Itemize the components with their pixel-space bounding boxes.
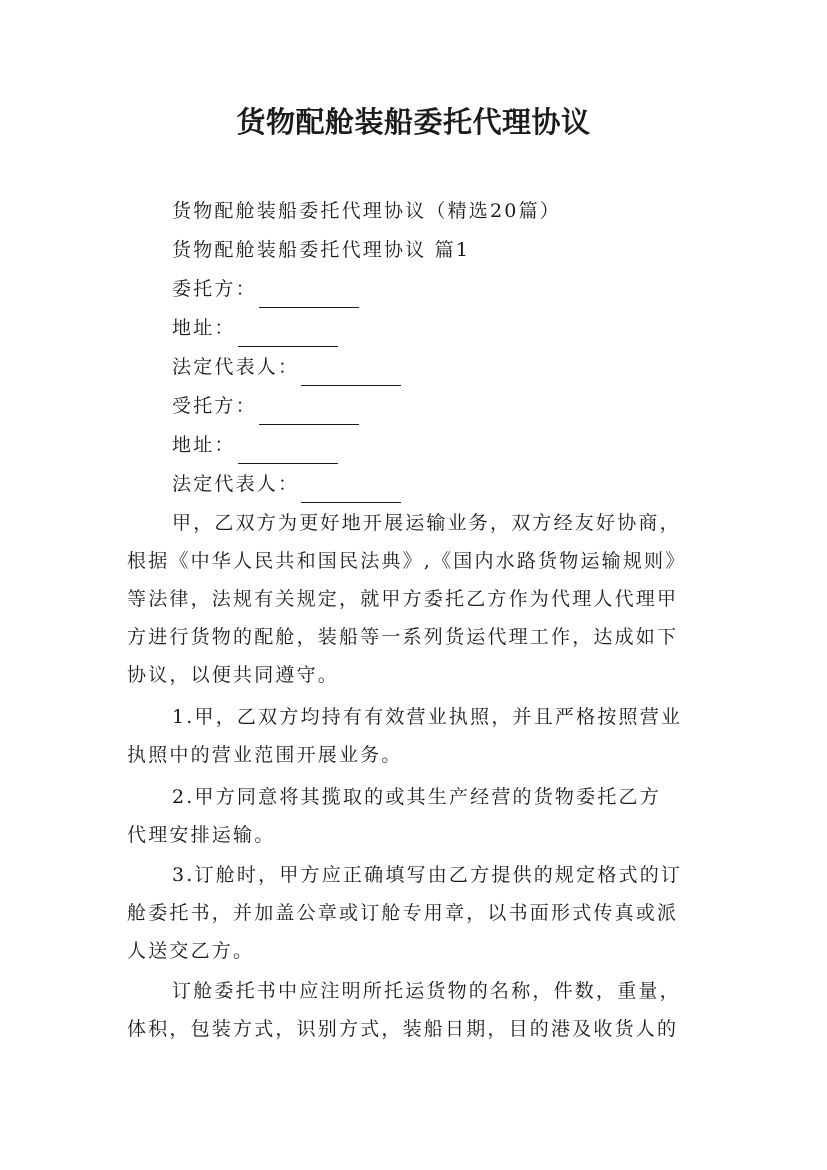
fill-blank xyxy=(301,363,401,386)
document-title: 货物配舱装船委托代理协议 xyxy=(236,105,591,139)
field-legal-representative xyxy=(127,465,752,503)
paragraph-line: 体积，包装方式，识别方式，装船日期，目的港及收货人的 xyxy=(127,1018,679,1040)
paragraph-line: 1.甲，乙双方均持有有效营业执照，并且严格按照营业 xyxy=(172,706,683,728)
fill-blank xyxy=(238,324,338,347)
paragraph-line: 2.甲方同意将其揽取的或其生产经营的货物委托乙方 xyxy=(172,786,661,808)
paragraph-line: 方进行货物的配舱，装船等一系列货运代理工作，达成如下 xyxy=(127,626,679,648)
field-label: 地址： xyxy=(172,317,236,339)
field-label: 受托方： xyxy=(172,395,257,417)
fill-blank xyxy=(301,480,401,503)
field-entrusting-party xyxy=(127,270,752,308)
paragraph-line: 舱委托书，并加盖公章或订舱专用章，以书面形式传真或派 xyxy=(127,902,679,924)
section-heading: 货物配舱装船委托代理协议 篇1 xyxy=(172,239,471,261)
fill-blank xyxy=(238,441,338,464)
paragraph-line: 甲，乙双方为更好地开展运输业务，双方经友好协商， xyxy=(172,512,681,534)
fill-blank xyxy=(259,402,359,425)
paragraph-line: 根据《中华人民共和国民法典》,《国内水路货物运输规则》 xyxy=(127,550,687,572)
paragraph-line: 人送交乙方。 xyxy=(127,940,255,962)
field-legal-representative xyxy=(127,348,752,386)
fill-blank xyxy=(259,285,359,308)
paragraph-line: 协议，以便共同遵守。 xyxy=(127,664,340,686)
paragraph-line: 等法律，法规有关规定，就甲方委托乙方作为代理人代理甲 xyxy=(127,588,679,610)
field-label: 委托方： xyxy=(172,278,257,300)
field-label: 法定代表人： xyxy=(172,356,300,378)
field-label: 法定代表人： xyxy=(172,473,300,495)
field-label: 地址： xyxy=(172,434,236,456)
field-address xyxy=(127,309,752,347)
paragraph-line: 代理安排运输。 xyxy=(127,824,276,846)
field-address xyxy=(127,426,752,464)
document-subtitle: 货物配舱装船委托代理协议（精选20篇） xyxy=(172,200,561,222)
field-entrusted-party xyxy=(127,387,752,425)
paragraph-line: 订舱委托书中应注明所托运货物的名称，件数，重量， xyxy=(172,980,681,1002)
paragraph-line: 执照中的营业范围开展业务。 xyxy=(127,744,403,766)
paragraph-line: 3.订舱时，甲方应正确填写由乙方提供的规定格式的订 xyxy=(172,864,683,886)
